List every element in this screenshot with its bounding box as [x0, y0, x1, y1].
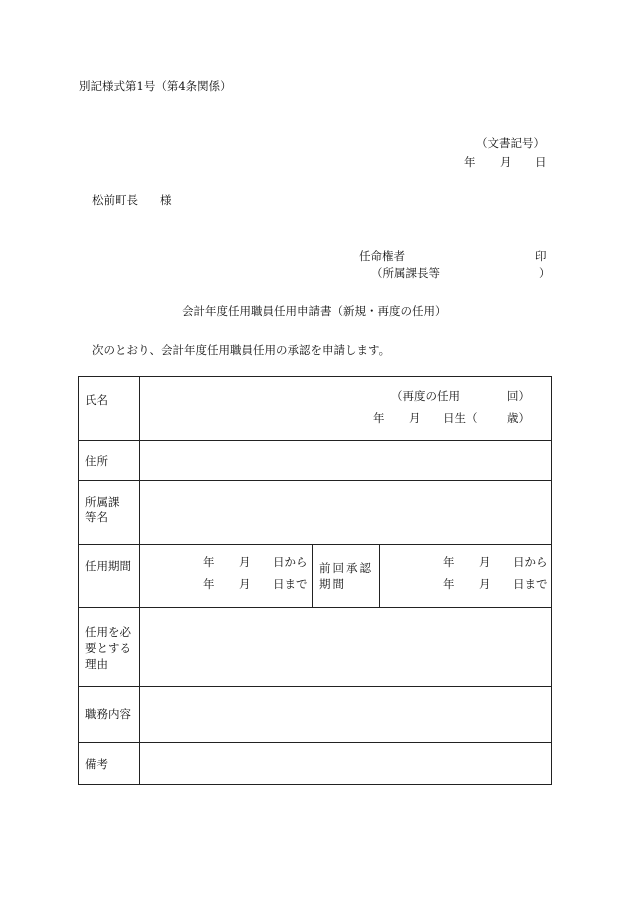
- date-year: 年: [464, 155, 476, 169]
- department-label: 所属課等名: [85, 495, 120, 524]
- appointer-label: 任命権者: [359, 249, 405, 263]
- addressee-name: 松前町長: [92, 193, 138, 207]
- previous-period-label: 前回承認期間: [319, 561, 373, 591]
- reason-label: 任用を必要とする理由: [85, 625, 131, 671]
- addressee-honorific: 様: [160, 193, 172, 207]
- prev-start-month: 月: [479, 555, 491, 569]
- department-head-close: ）: [539, 266, 551, 280]
- intro-text: 次のとおり、会計年度任用職員任用の承認を申請します。: [92, 343, 391, 357]
- date-day: 日: [535, 155, 547, 169]
- date-month: 月: [500, 155, 512, 169]
- birth-year: 年: [373, 411, 385, 425]
- period-end-year: 年: [203, 577, 215, 591]
- period-label: 任用期間: [85, 559, 131, 573]
- period-start-month: 月: [239, 555, 251, 569]
- age-field: 歳）: [507, 411, 530, 425]
- seal-mark: 印: [535, 249, 547, 263]
- period-end-day: 日まで: [273, 577, 308, 591]
- reappointment-close: 回）: [507, 389, 530, 403]
- period-start-day: 日から: [273, 555, 308, 569]
- period-end-month: 月: [239, 577, 251, 591]
- application-form-table: [78, 376, 552, 785]
- document-number: （文書記号）: [476, 136, 545, 150]
- birth-day: 日生（: [443, 411, 478, 425]
- remarks-label: 備考: [85, 757, 108, 771]
- address-label: 住所: [85, 454, 108, 468]
- prev-end-day: 日まで: [513, 577, 548, 591]
- reappointment-open: （再度の任用: [391, 389, 460, 403]
- department-head-open: （所属課長等: [371, 266, 440, 280]
- prev-start-day: 日から: [513, 555, 548, 569]
- prev-start-year: 年: [443, 555, 455, 569]
- birth-month: 月: [409, 411, 421, 425]
- form-number: 別記様式第1号（第4条関係）: [79, 79, 232, 93]
- name-label: 氏名: [85, 393, 108, 407]
- prev-end-month: 月: [479, 577, 491, 591]
- prev-end-year: 年: [443, 577, 455, 591]
- period-start-year: 年: [203, 555, 215, 569]
- document-title: 会計年度任用職員任用申請書（新規・再度の任用）: [182, 304, 447, 318]
- duties-label: 職務内容: [85, 707, 131, 721]
